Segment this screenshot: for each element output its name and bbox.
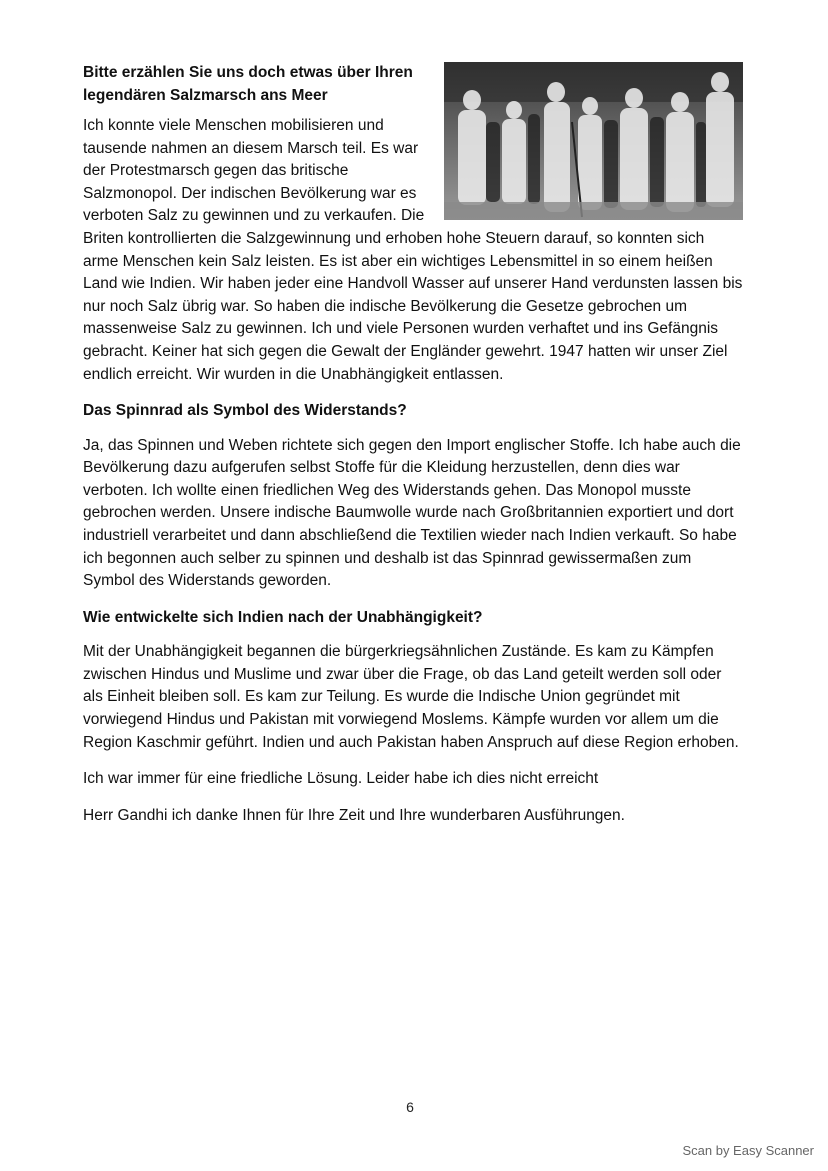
salt-march-photo (444, 62, 743, 220)
section-text-spinnrad: Ja, das Spinnen und Weben richtete sich gegen den Import englischer Stoffe. Ich habe auch die Bevölkerung dazu aufgerufen selbst Stoffe für die Kleidung herzustellen, denn dies war verboten. Ich wollte einen friedlichen Weg des Widerstands gehen. Das Monopol musste gebrochen werden. Unsere indische Baumwolle wurde nach Großbritannien exportiert und dort industriell verarbeitet und dann abschließend die Textilien wieder nach Indien verkauft. So habe ich begonnen auch selber zu spinnen und deshalb ist das Spinnrad gewissermaßen zum Symbol des Widerstands geworden. (83, 436, 741, 590)
scanner-watermark: Scan by Easy Scanner (682, 1143, 814, 1158)
section-text-unabhaengigkeit: Mit der Unabhängigkeit begannen die bürgerkriegsähnlichen Zustände. Es kam zu Kämpfen zwischen Hindus und Muslime und zwar über die Frage, ob das Land geteilt werden soll oder als Einheit bleiben soll. Es kam zur Teilung. Es wurde die Indische Union gegründet mit vorwiegend Hindus und Pakistan mit vorwiegend Moslems. Kämpfe wurden vor allem um die Region Kaschmir geführt. Indien und auch Pakistan haben Anspruch auf diese Region erhoben. (83, 643, 739, 751)
closing-line-1: Ich war immer für eine friedliche Lösung. Leider habe ich dies nicht erreicht (83, 770, 599, 788)
document-page (83, 62, 743, 827)
page-number: 6 (406, 1099, 414, 1115)
section-heading-salzmarsch: Bitte erzählen Sie uns doch etwas über Ihren legendären Salzmarsch ans Meer (83, 64, 413, 104)
section-text-salzmarsch: Ich konnte viele Menschen mobilisieren und tausende nahmen an diesem Marsch teil. Es war der Protestmarsch gegen das britische Salzmonopol. Der indischen Bevölkerung war es verboten Salz zu gewinnen und zu verkaufen. Die Briten kontrollierten die Salzgewinnung und erhoben hohe Steuern darauf, so konnten sich arme Menschen kein Salz leisten. Es ist aber ein wichtiges Lebensmittel in so einem heißen Land wie Indien. Wir haben jeder eine Handvoll Wasser auf unserer Hand verdunsten lassen bis nur noch Salz übrig war. So haben die indische Bevölkerung die Gesetze gebrochen um massenweise Salz zu gewinnen. Ich und viele Personen wurden verhaftet und ins Gefängnis gebracht. Keiner hat sich gegen die Gewalt der Engländer gewehrt. 1947 hatten wir unser Ziel endlich erreicht. Wir wurden in die Unabhängigkeit entlassen. (83, 117, 743, 383)
section-heading-spinnrad: Das Spinnrad als Symbol des Widerstands? (83, 402, 407, 420)
section-heading-unabhaengigkeit: Wie entwickelte sich Indien nach der Unabhängigkeit? (83, 608, 483, 626)
closing-line-2: Herr Gandhi ich danke Ihnen für Ihre Zeit und Ihre wunderbaren Ausführungen. (83, 806, 625, 824)
